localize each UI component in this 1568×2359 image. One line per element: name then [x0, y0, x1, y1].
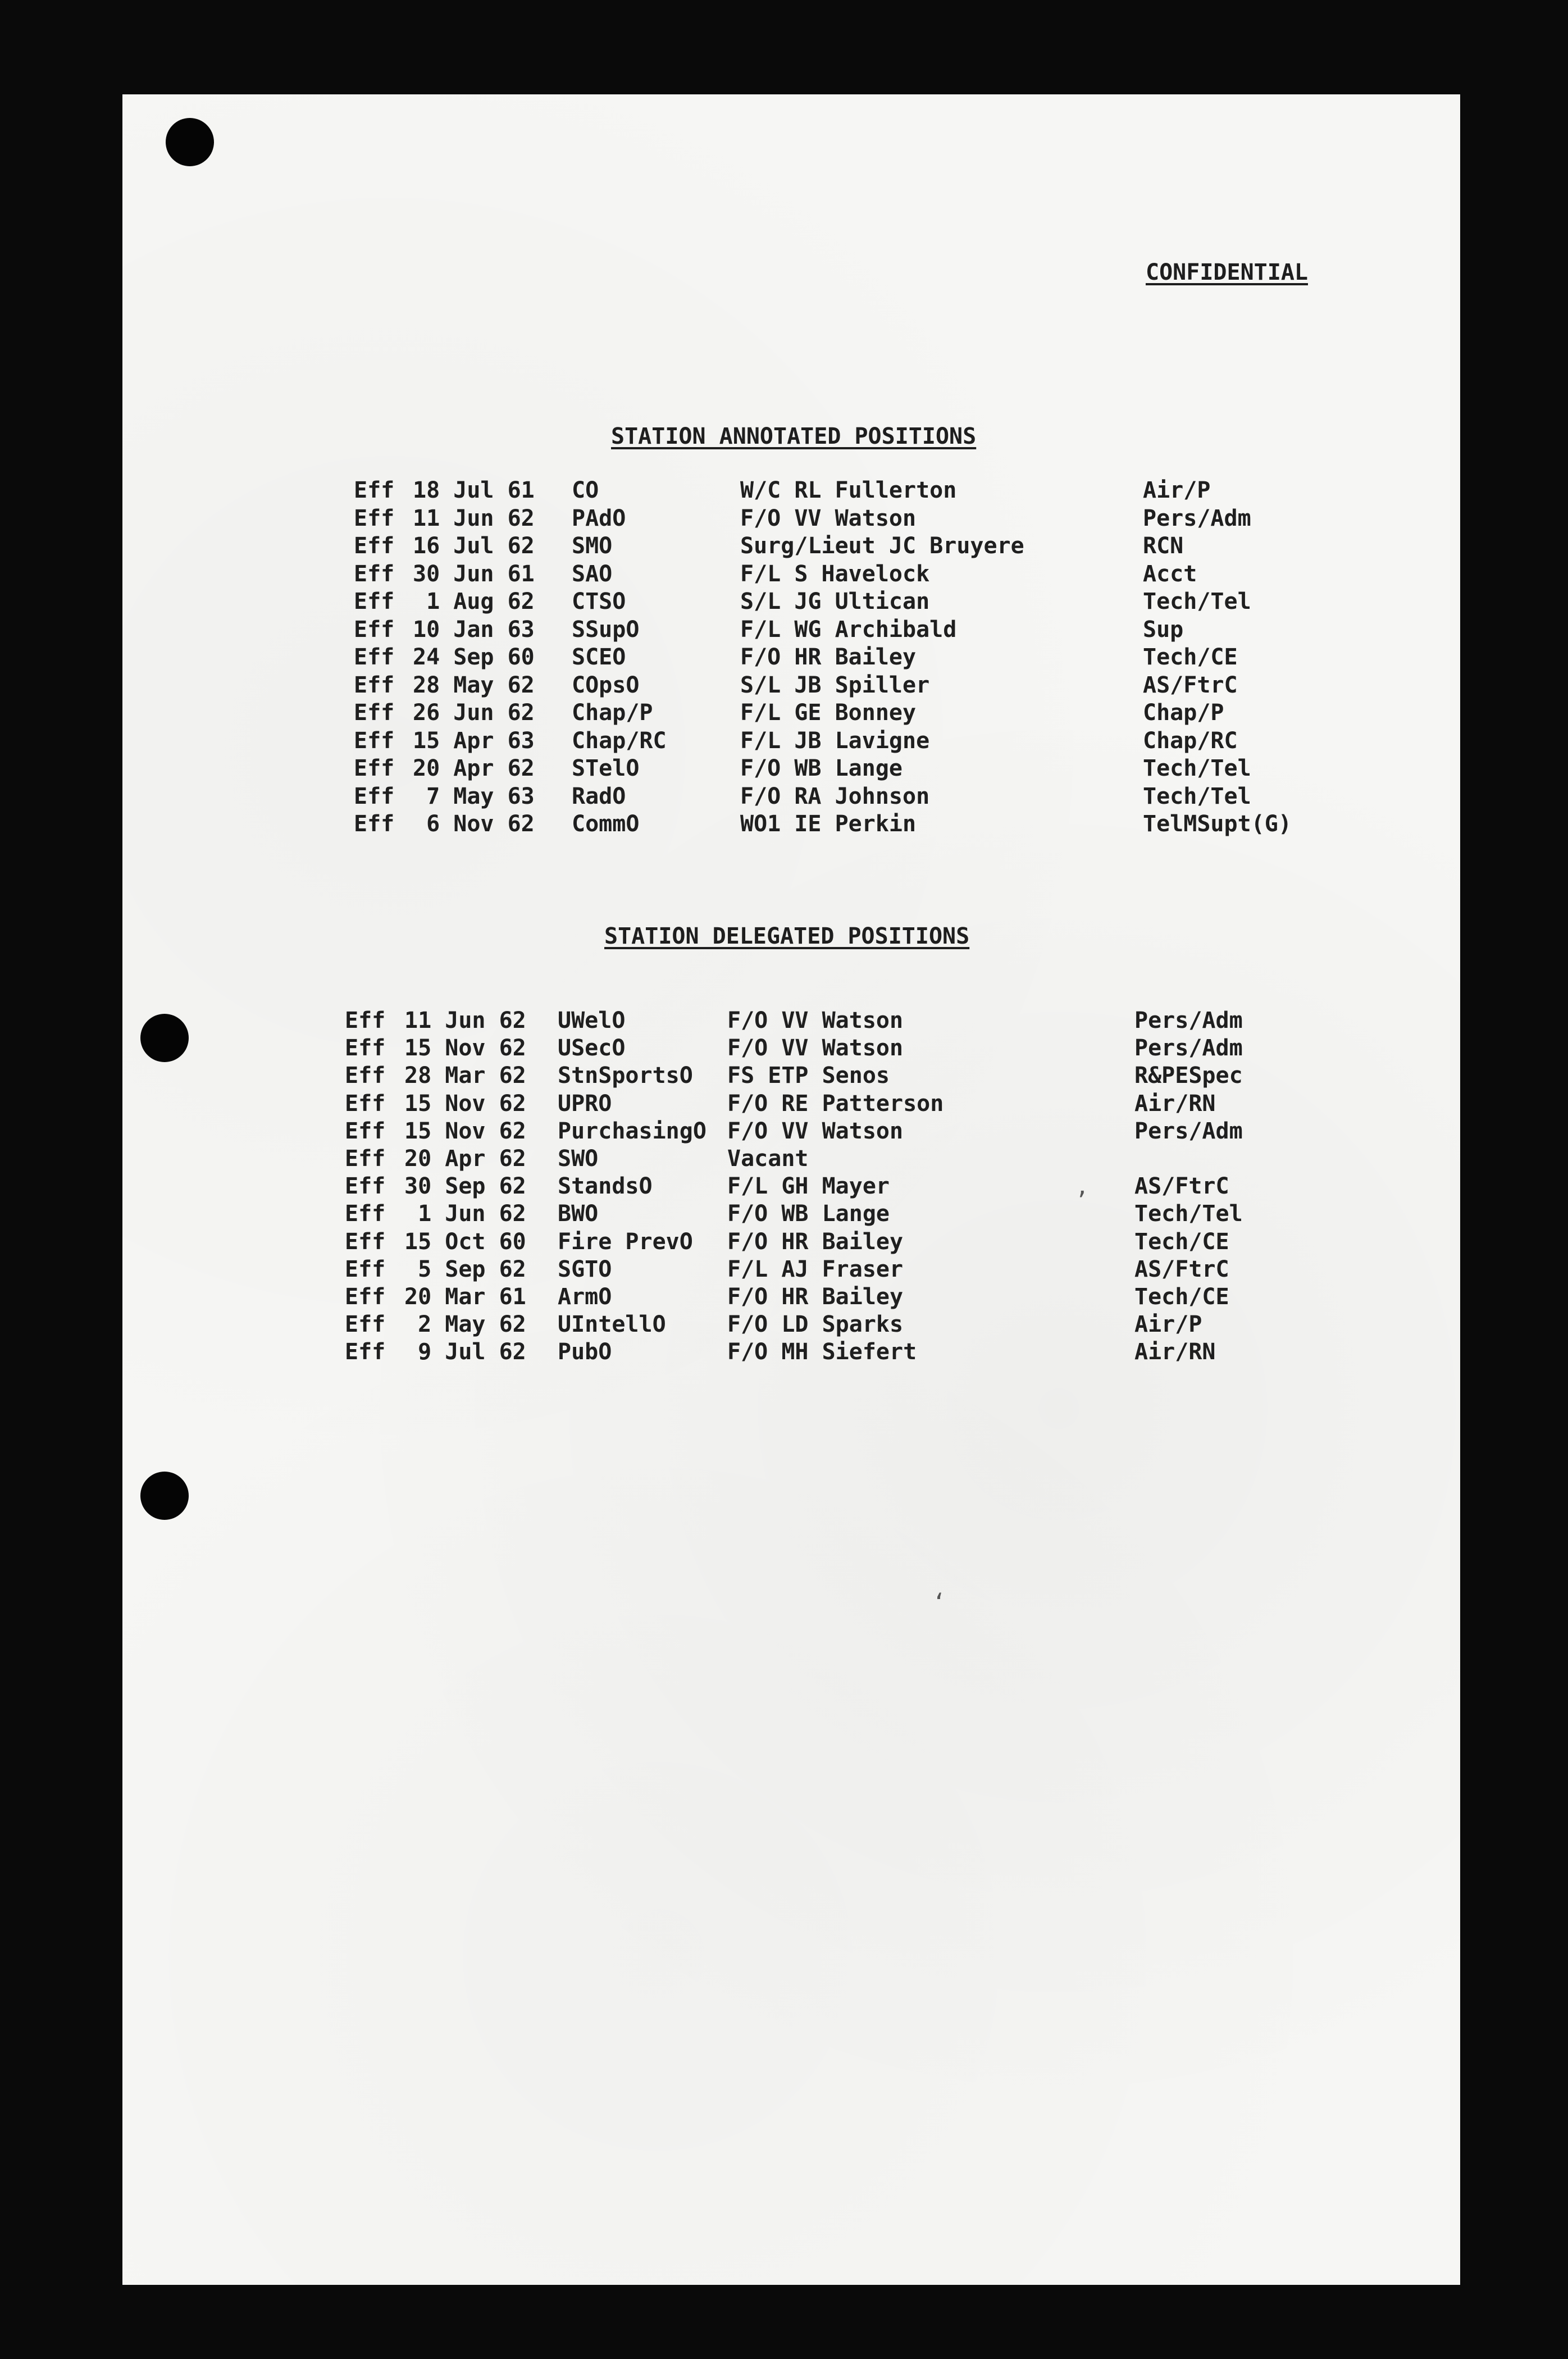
eff-label: Eff [345, 1063, 386, 1089]
officer-name: FS ETP Senos [727, 1063, 890, 1089]
effective-date: 11 Jun 62 [413, 505, 535, 531]
position-code: UIntellO [558, 1311, 666, 1338]
table-row [0, 1090, 1568, 1118]
branch-trade: Tech/Tel [1134, 1201, 1243, 1227]
effective-date: 10 Jan 63 [413, 616, 535, 643]
position-code: StnSportsO [558, 1063, 693, 1089]
branch-trade: Air/P [1134, 1311, 1202, 1338]
position-code: UWelO [558, 1008, 626, 1033]
officer-name: S/L JB Spiller [740, 672, 930, 698]
eff-label: Eff [345, 1008, 386, 1033]
table-row [0, 476, 1568, 504]
eff-label: Eff [345, 1035, 386, 1062]
eff-label: Eff [345, 1146, 386, 1172]
effective-date: 24 Sep 60 [413, 644, 535, 670]
position-code: RadO [572, 783, 626, 809]
delegated-positions-title: STATION DELEGATED POSITIONS [604, 923, 970, 949]
position-code: CommO [572, 811, 640, 837]
table-row [0, 1338, 1568, 1366]
position-code: USecO [558, 1035, 626, 1062]
eff-label: Eff [354, 589, 395, 614]
officer-name: F/O HR Bailey [740, 644, 917, 670]
table-row [0, 1283, 1568, 1311]
position-code: ArmO [558, 1284, 612, 1310]
table-row [0, 643, 1568, 671]
branch-trade: Pers/Adm [1134, 1035, 1243, 1062]
officer-name: F/O MH Siefert [727, 1339, 917, 1365]
annotated-positions-title: STATION ANNOTATED POSITIONS [611, 423, 977, 449]
position-code: BWO [558, 1201, 599, 1227]
eff-label: Eff [345, 1284, 386, 1310]
officer-name: F/L GH Mayer [727, 1173, 890, 1200]
effective-date: 26 Jun 62 [413, 700, 535, 726]
table-row [0, 616, 1568, 644]
effective-date: 30 Jun 61 [413, 561, 535, 587]
branch-trade: Chap/RC [1143, 727, 1238, 754]
table-row [0, 1034, 1568, 1062]
position-code: Chap/RC [572, 727, 667, 754]
officer-name: W/C RL Fullerton [740, 477, 957, 503]
eff-label: Eff [354, 783, 395, 809]
branch-trade: Air/P [1143, 477, 1211, 503]
effective-date: 16 Jul 62 [413, 533, 535, 559]
position-code: Chap/P [572, 700, 653, 726]
effective-date: 15 Nov 62 [404, 1090, 526, 1117]
branch-trade: Tech/CE [1134, 1228, 1229, 1255]
effective-date: 20 Apr 62 [404, 1146, 526, 1172]
position-code: PurchasingO [558, 1118, 706, 1144]
table-row [0, 727, 1568, 755]
position-code: SWO [558, 1146, 599, 1172]
effective-date: 15 Nov 62 [404, 1118, 526, 1144]
ink-speck: , [1075, 1174, 1090, 1200]
branch-trade: AS/FtrC [1134, 1256, 1229, 1282]
eff-label: Eff [354, 700, 395, 726]
table-row [0, 782, 1568, 810]
position-code: PAdO [572, 505, 626, 531]
table-row [0, 671, 1568, 699]
table-row [0, 1117, 1568, 1145]
officer-name: F/O VV Watson [740, 505, 917, 531]
table-row [0, 699, 1568, 727]
effective-date: 9 Jul 62 [404, 1339, 526, 1365]
officer-name: F/O WB Lange [740, 755, 902, 781]
effective-date: 2 May 62 [404, 1311, 526, 1338]
position-code: UPRO [558, 1090, 612, 1117]
eff-label: Eff [345, 1311, 386, 1338]
branch-trade: AS/FtrC [1143, 672, 1238, 698]
branch-trade: Pers/Adm [1134, 1118, 1243, 1144]
position-code: SAO [572, 561, 613, 587]
position-code: CO [572, 477, 599, 503]
eff-label: Eff [354, 727, 395, 754]
eff-label: Eff [354, 477, 395, 503]
officer-name: F/O VV Watson [727, 1035, 904, 1062]
effective-date: 11 Jun 62 [404, 1008, 526, 1033]
branch-trade: Acct [1143, 561, 1197, 587]
officer-name: S/L JG Ultican [740, 589, 930, 614]
effective-date: 15 Apr 63 [413, 727, 535, 754]
branch-trade: Tech/Tel [1143, 783, 1251, 809]
position-code: SMO [572, 533, 613, 559]
officer-name: F/L GE Bonney [740, 700, 917, 726]
eff-label: Eff [354, 505, 395, 531]
branch-trade: RCN [1143, 533, 1184, 559]
officer-name: F/L WG Archibald [740, 616, 957, 643]
effective-date: 1 Aug 62 [413, 589, 535, 614]
table-row [0, 1062, 1568, 1090]
branch-trade: Air/RN [1134, 1339, 1216, 1365]
effective-date: 5 Sep 62 [404, 1256, 526, 1282]
eff-label: Eff [345, 1256, 386, 1282]
eff-label: Eff [354, 616, 395, 643]
effective-date: 20 Mar 61 [404, 1284, 526, 1310]
eff-label: Eff [354, 561, 395, 587]
punch-hole-bottom [140, 1472, 189, 1520]
ink-speck: ‘ [932, 1590, 946, 1615]
table-row [0, 1310, 1568, 1338]
eff-label: Eff [345, 1339, 386, 1365]
table-row [0, 532, 1568, 560]
position-code: SGTO [558, 1256, 612, 1282]
branch-trade: Tech/Tel [1143, 755, 1251, 781]
effective-date: 6 Nov 62 [413, 811, 535, 837]
classification-stamp: CONFIDENTIAL [1146, 259, 1308, 285]
branch-trade: Chap/P [1143, 700, 1224, 726]
branch-trade: Tech/CE [1143, 644, 1238, 670]
table-row [0, 504, 1568, 532]
effective-date: 1 Jun 62 [404, 1201, 526, 1227]
eff-label: Eff [354, 533, 395, 559]
branch-trade: Tech/Tel [1143, 589, 1251, 614]
officer-name: F/O HR Bailey [727, 1228, 904, 1255]
eff-label: Eff [345, 1118, 386, 1144]
officer-name: F/O VV Watson [727, 1008, 904, 1033]
officer-name: F/O HR Bailey [727, 1284, 904, 1310]
eff-label: Eff [345, 1201, 386, 1227]
branch-trade: Pers/Adm [1134, 1008, 1243, 1033]
position-code: CTSO [572, 589, 626, 614]
position-code: STelO [572, 755, 640, 781]
effective-date: 15 Nov 62 [404, 1035, 526, 1062]
effective-date: 30 Sep 62 [404, 1173, 526, 1200]
table-row [0, 588, 1568, 616]
position-code: PubO [558, 1339, 612, 1365]
officer-name: Vacant [727, 1146, 809, 1172]
position-code: Fire PrevO [558, 1228, 693, 1255]
eff-label: Eff [345, 1228, 386, 1255]
effective-date: 18 Jul 61 [413, 477, 535, 503]
officer-name: F/O VV Watson [727, 1118, 904, 1144]
effective-date: 28 Mar 62 [404, 1063, 526, 1089]
position-code: SSupO [572, 616, 640, 643]
branch-trade: Sup [1143, 616, 1184, 643]
table-row [0, 1172, 1568, 1200]
effective-date: 15 Oct 60 [404, 1228, 526, 1255]
eff-label: Eff [345, 1173, 386, 1200]
officer-name: F/O WB Lange [727, 1201, 890, 1227]
position-code: COpsO [572, 672, 640, 698]
eff-label: Eff [354, 672, 395, 698]
officer-name: F/O RE Patterson [727, 1090, 944, 1117]
branch-trade: Pers/Adm [1143, 505, 1251, 531]
table-row [0, 560, 1568, 588]
punch-hole-top [166, 118, 214, 166]
branch-trade: Tech/CE [1134, 1284, 1229, 1310]
branch-trade: R&PESpec [1134, 1063, 1243, 1089]
table-row [0, 1145, 1568, 1173]
effective-date: 28 May 62 [413, 672, 535, 698]
eff-label: Eff [354, 755, 395, 781]
officer-name: F/L JB Lavigne [740, 727, 930, 754]
officer-name: F/L S Havelock [740, 561, 930, 587]
position-code: SCEO [572, 644, 626, 670]
officer-name: F/O LD Sparks [727, 1311, 904, 1338]
branch-trade: TelMSupt(G) [1143, 811, 1292, 837]
branch-trade: AS/FtrC [1134, 1173, 1229, 1200]
eff-label: Eff [354, 811, 395, 837]
table-row [0, 1007, 1568, 1035]
officer-name: F/L AJ Fraser [727, 1256, 904, 1282]
table-row [0, 1200, 1568, 1228]
officer-name: WO1 IE Perkin [740, 811, 917, 837]
position-code: StandsO [558, 1173, 653, 1200]
officer-name: Surg/Lieut JC Bruyere [740, 533, 1024, 559]
eff-label: Eff [345, 1090, 386, 1117]
eff-label: Eff [354, 644, 395, 670]
table-row [0, 754, 1568, 782]
effective-date: 20 Apr 62 [413, 755, 535, 781]
table-row [0, 810, 1568, 838]
table-row [0, 1255, 1568, 1283]
officer-name: F/O RA Johnson [740, 783, 930, 809]
branch-trade: Air/RN [1134, 1090, 1216, 1117]
effective-date: 7 May 63 [413, 783, 535, 809]
table-row [0, 1228, 1568, 1256]
